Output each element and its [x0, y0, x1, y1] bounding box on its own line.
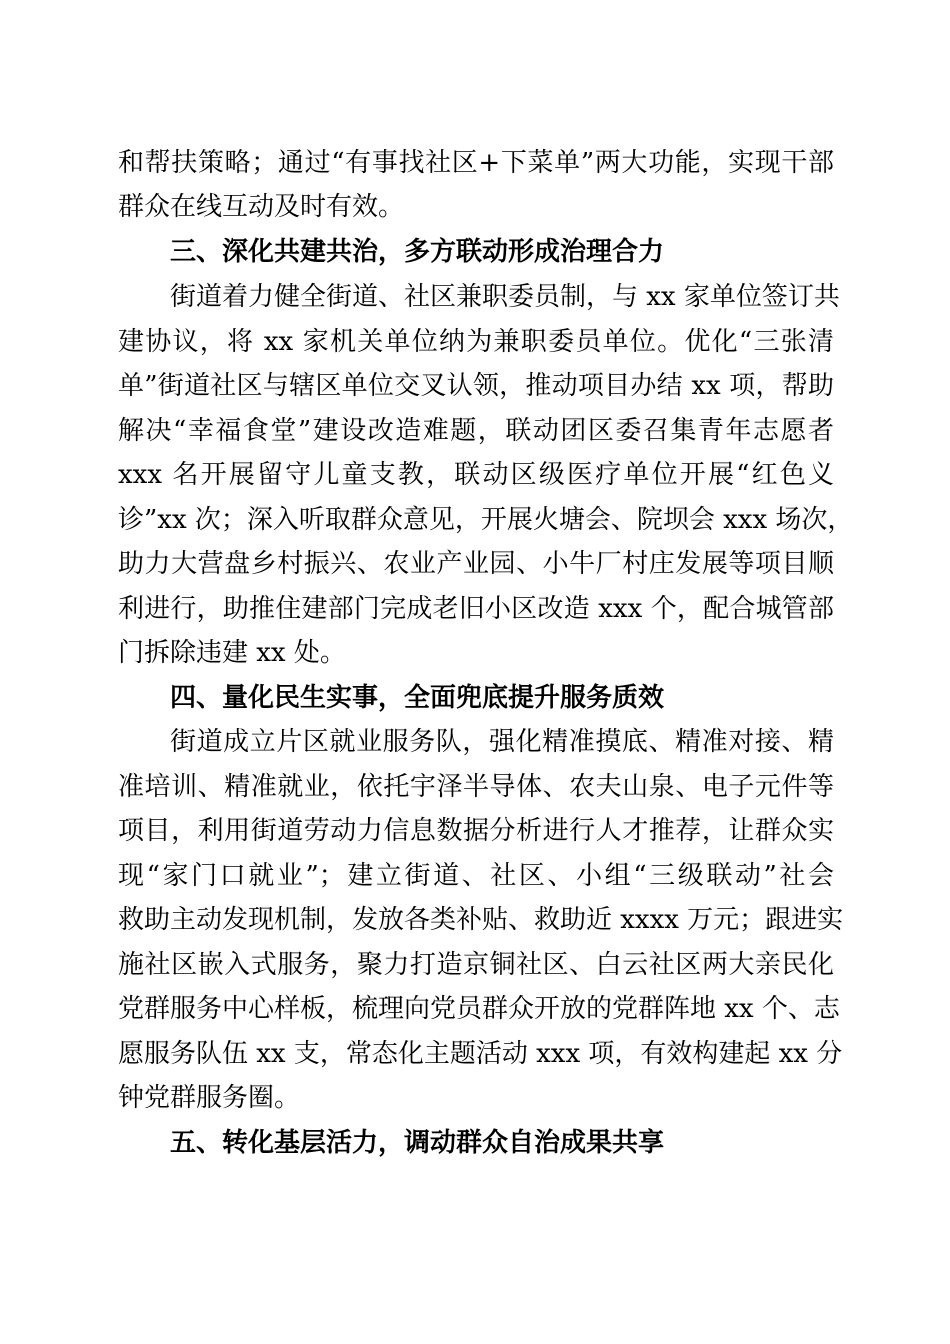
- paragraph-line: 准培训、精准就业，依托宇泽半导体、农夫山泉、电子元件等: [118, 772, 834, 802]
- paragraph-line: 党群服务中心样板，梳理向党员群众开放的党群阵地 xx 个、志: [118, 994, 840, 1024]
- paragraph-line: 门拆除违建 xx 处。: [118, 638, 346, 668]
- paragraph-line: 街道着力健全街道、社区兼职委员制，与 xx 家单位签订共: [170, 282, 840, 312]
- paragraph-line: 单”街道社区与辖区单位交叉认领，推动项目办结 xx 项，帮助: [118, 371, 834, 401]
- paragraph-line: 解决“幸福食堂”建设改造难题，联动团区委召集青年志愿者: [118, 416, 834, 446]
- section-heading: 五、转化基层活力，调动群众自治成果共享: [170, 1128, 665, 1158]
- paragraph-line: 建协议，将 xx 家机关单位纳为兼职委员单位。优化“三张清: [118, 327, 834, 357]
- paragraph-line: 钟党群服务圈。: [118, 1083, 301, 1113]
- paragraph-line: 群众在线互动及时有效。: [118, 192, 405, 222]
- paragraph-line: 街道成立片区就业服务队，强化精准摸底、精准对接、精: [170, 727, 834, 757]
- paragraph-line: 助力大营盘乡村振兴、农业产业园、小牛厂村庄发展等项目顺: [118, 549, 834, 579]
- paragraph-line: xxx 名开展留守儿童支教，联动区级医疗单位开展“红色义: [118, 460, 834, 490]
- paragraph-line: 现“家门口就业”；建立街道、社区、小组“三级联动”社会: [118, 861, 834, 891]
- paragraph-line: 施社区嵌入式服务，聚力打造京铜社区、白云社区两大亲民化: [118, 950, 834, 980]
- paragraph-line: 利进行，助推住建部门完成老旧小区改造 xxx 个，配合城管部: [118, 594, 834, 624]
- paragraph-line: 项目，利用街道劳动力信息数据分析进行人才推荐，让群众实: [118, 816, 834, 846]
- paragraph-line: 和帮扶策略；通过“有事找社区+下菜单”两大功能，实现干部: [118, 148, 834, 178]
- paragraph-line: 愿服务队伍 xx 支，常态化主题活动 xxx 项，有效构建起 xx 分: [118, 1039, 843, 1069]
- paragraph-line: 救助主动发现机制，发放各类补贴、救助近 xxxx 万元；跟进实: [118, 905, 844, 935]
- section-heading: 四、量化民生实事，全面兜底提升服务质效: [170, 683, 665, 713]
- section-heading: 三、深化共建共治，多方联动形成治理合力: [170, 237, 665, 267]
- paragraph-line: 诊”xx 次；深入听取群众意见，开展火塘会、院坝会 xxx 场次，: [118, 505, 854, 535]
